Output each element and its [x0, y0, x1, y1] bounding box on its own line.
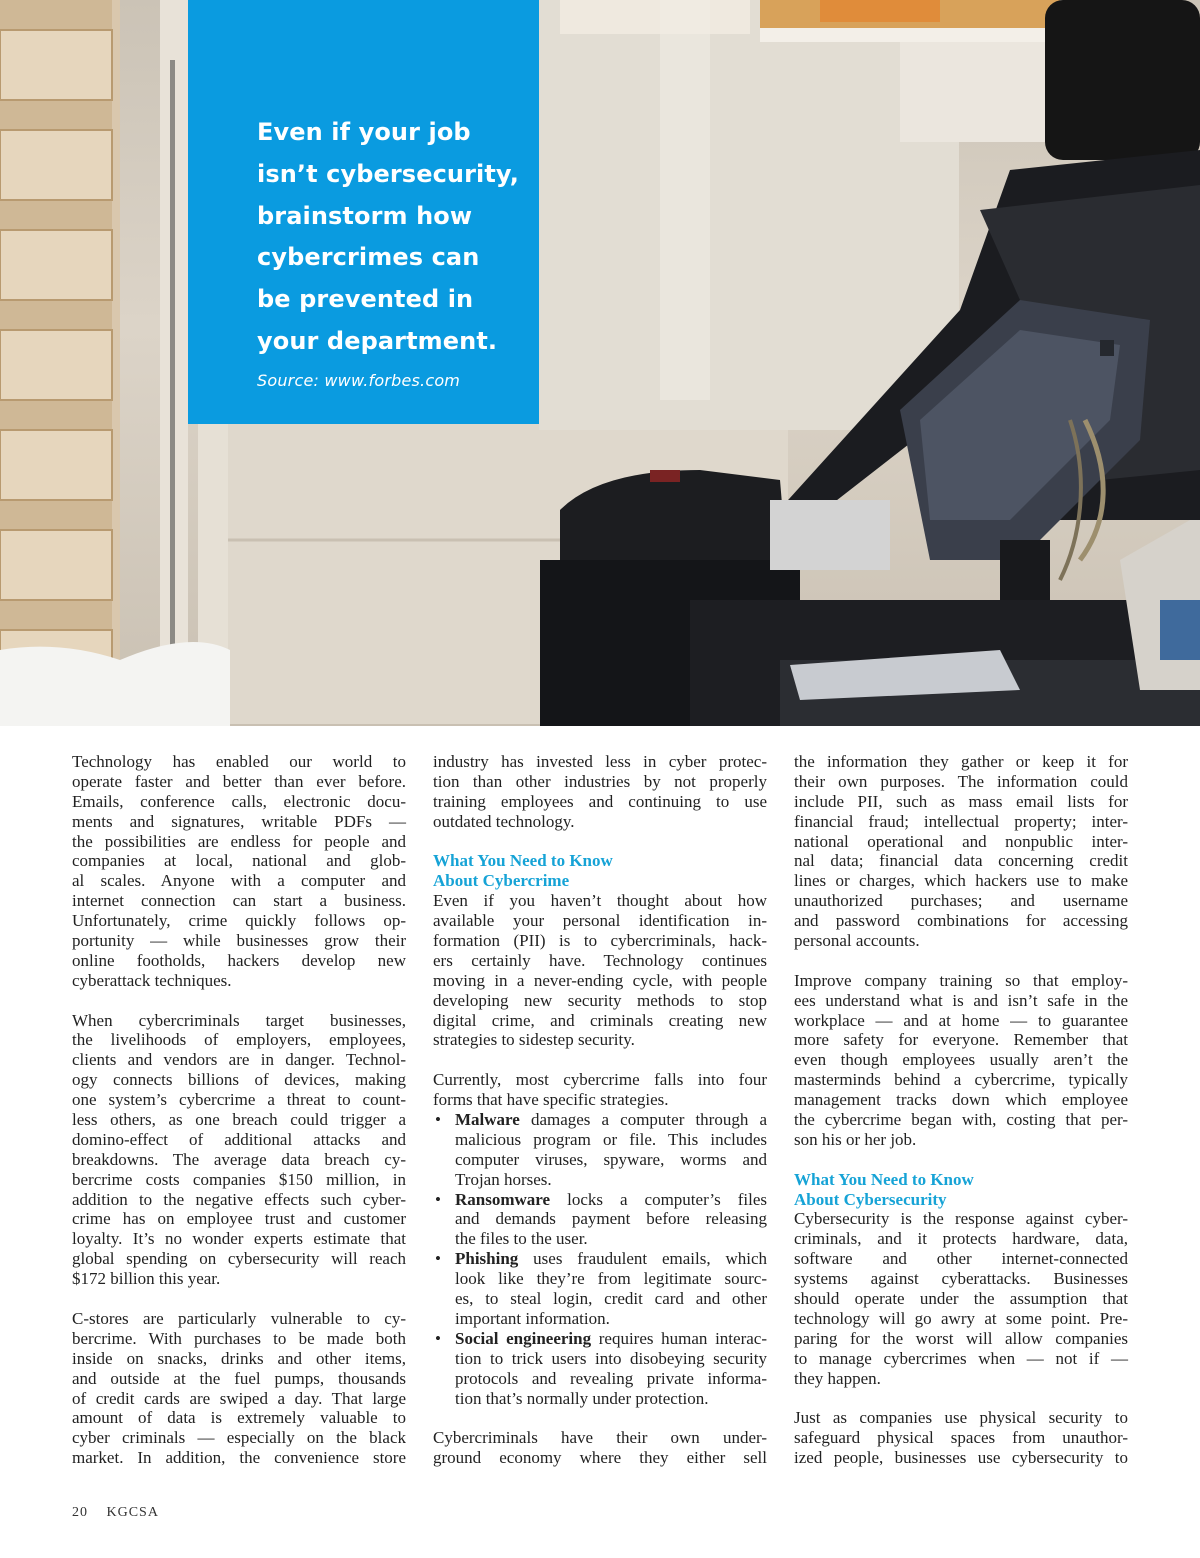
bullet-term: Social engineering: [455, 1328, 592, 1348]
bullet-text-line: malicious program or file. This includes: [455, 1129, 767, 1149]
body-text-line: nal data; financial data concerning credit: [794, 851, 1128, 871]
photo-illustration: [0, 0, 1200, 726]
article-column-2: [433, 752, 767, 1468]
body-text-line: clients and vendors are in danger. Technol-: [72, 1050, 406, 1070]
bullet-term: Phishing: [455, 1249, 519, 1269]
body-text-line: developing new security methods to stop: [433, 990, 767, 1010]
bullet-text-line: Trojan horses.: [455, 1169, 552, 1189]
body-text-line: inside on snacks, drinks and other items,: [72, 1348, 406, 1368]
bullet-icon: •: [435, 1189, 441, 1209]
body-text-line: they happen.: [794, 1368, 881, 1388]
body-text-line: more safety for everyone. Remember that: [794, 1030, 1128, 1050]
page-number: 20: [72, 1505, 88, 1520]
paragraph-gap: [433, 1050, 767, 1070]
bullet-item: [433, 1249, 767, 1329]
paragraph-gap: [794, 1150, 1128, 1170]
body-text-line: operate faster and better than ever before.: [72, 771, 406, 791]
bullet-item: [433, 1190, 767, 1250]
body-text-line: breakdowns. The average data breach cy-: [72, 1149, 406, 1169]
bullet-text-line: and demands payment before releasing: [455, 1209, 767, 1229]
paragraph-gap: [794, 951, 1128, 971]
pull-quote-text: [257, 112, 527, 363]
body-text-line: amount of data is extremely valuable to: [72, 1408, 406, 1428]
bullet-text-line: es, to steal login, credit card and other: [455, 1289, 767, 1309]
body-text-line: the information they gather or keep it for: [794, 752, 1128, 771]
body-text-line: Just as companies use physical security to: [794, 1408, 1128, 1428]
paragraph-gap: [72, 1289, 406, 1309]
body-text-line: technology will go awry at some point. Pre-: [794, 1308, 1128, 1328]
body-text-line: ees understand what is and isn’t safe in the: [794, 990, 1128, 1010]
body-text-line: ground economy where they either sell: [433, 1448, 767, 1468]
bullet-text-line: tion that’s normally under protection.: [455, 1388, 709, 1408]
body-text-line: masterminds behind a cybercrime, typically: [794, 1070, 1128, 1090]
body-text-line: national operational and nonpublic inter-: [794, 831, 1128, 851]
bullet-text-line: important information.: [455, 1308, 610, 1328]
bullet-text-line: look like they’re from legitimate sourc-: [455, 1269, 767, 1289]
body-text-line: systems against cyberattacks. Businesses: [794, 1269, 1128, 1289]
body-text-line: the possibilities are endless for people and: [72, 831, 406, 851]
bullet-term: Malware: [455, 1110, 520, 1130]
bullet-text-line: tion to trick users into disobeying security: [455, 1348, 767, 1368]
body-text-line: outdated technology.: [433, 811, 575, 831]
body-text-line: companies at local, national and glob-: [72, 851, 406, 871]
body-text-line: personal accounts.: [794, 931, 920, 951]
body-text-line: should operate under the assumption that: [794, 1289, 1128, 1309]
pull-quote-source: Source: www.forbes.com: [257, 371, 461, 390]
bullet-text-line: [455, 1329, 767, 1349]
publication-name: KGCSA: [106, 1505, 159, 1520]
body-text-line: ers certainly have. Technology continues: [433, 950, 767, 970]
pull-quote-line: be prevented in: [257, 285, 474, 314]
bullet-text-line: [455, 1249, 767, 1269]
body-text-line: formation (PII) is to cybercriminals, hack-: [433, 931, 767, 951]
body-text-line: workplace — and at home — to guarantee: [794, 1010, 1128, 1030]
body-text-line: to manage cybercrimes when — not if —: [794, 1348, 1128, 1368]
body-text-line: online footholds, hackers develop new: [72, 950, 406, 970]
section-subhead: About Cybercrime: [433, 871, 570, 891]
body-text-line: industry has invested less in cyber protec-: [433, 752, 767, 771]
pull-quote-line: brainstorm how: [257, 201, 473, 230]
body-text-line: $172 billion this year.: [72, 1269, 221, 1289]
bullet-text-line: the files to the user.: [455, 1229, 588, 1249]
body-text-line: forms that have specific strategies.: [433, 1090, 669, 1110]
body-text-line: less others, as one breach could trigger a: [72, 1110, 406, 1130]
pull-quote-line: cybercrimes can: [257, 243, 480, 272]
body-text-line: Cybersecurity is the response against cyber-: [794, 1209, 1128, 1229]
body-text-line: C-stores are particularly vulnerable to cy-: [72, 1308, 406, 1328]
bullet-description: locks a computer’s files: [550, 1189, 767, 1209]
bullet-description: uses fraudulent emails, which: [518, 1249, 767, 1269]
bullet-text-line: [455, 1110, 767, 1130]
pull-quote-line: Even if your job: [257, 118, 471, 146]
body-text-line: global spending on cybersecurity will reach: [72, 1249, 406, 1269]
paragraph-gap: [794, 1389, 1128, 1409]
body-text-line: and outside at the fuel pumps, thousands: [72, 1368, 406, 1388]
body-text-line: moving in a never-ending cycle, with people: [433, 970, 767, 990]
body-text-line: unauthorized purchases; and username: [794, 891, 1128, 911]
pull-quote-box: [188, 0, 539, 424]
body-text-line: Even if you haven’t thought about how: [433, 891, 767, 911]
bullet-text-line: protocols and revealing private informa-: [455, 1368, 767, 1388]
body-text-line: crime has on employee trust and customer: [72, 1209, 406, 1229]
checkout-counter-photo: [0, 0, 1200, 726]
body-text-line: available your personal identification in-: [433, 911, 767, 931]
body-text-line: training employees and continuing to use: [433, 791, 767, 811]
body-text-line: tion than other industries by not properly: [433, 771, 767, 791]
body-text-line: cyberattack techniques.: [72, 970, 232, 990]
section-subhead: What You Need to Know: [794, 1169, 974, 1189]
section-subhead: About Cybersecurity: [794, 1189, 947, 1209]
body-text-line: ogy connects billions of devices, making: [72, 1070, 406, 1090]
body-text-line: loyalty. It’s no wonder experts estimate that: [72, 1229, 406, 1249]
body-text-line: Unfortunately, crime quickly follows op-: [72, 911, 406, 931]
body-text-line: Emails, conference calls, electronic docu-: [72, 791, 406, 811]
body-text-line: the livelihoods of employers, employees,: [72, 1030, 406, 1050]
body-text-line: al scales. Anyone with a computer and: [72, 871, 406, 891]
paragraph-gap: [72, 991, 406, 1011]
article-column-1: [72, 752, 406, 1468]
body-text-line: ized people, businesses use cybersecurity to: [794, 1448, 1128, 1468]
body-text-line: financial fraud; intellectual property; inter-: [794, 811, 1128, 831]
bullet-text-line: [455, 1190, 767, 1210]
bullet-term: Ransomware: [455, 1189, 551, 1209]
body-text-line: paring for the worst will allow companies: [794, 1328, 1128, 1348]
bullet-icon: •: [435, 1328, 441, 1348]
bullet-description: requires human interac-: [591, 1328, 767, 1348]
body-text-line: include PII, such as mass email lists for: [794, 791, 1128, 811]
body-text-line: Technology has enabled our world to: [72, 752, 406, 771]
body-text-line: addition to the negative effects such cyber-: [72, 1189, 406, 1209]
body-text-line: Improve company training so that employ-: [794, 970, 1128, 990]
body-text-line: son his or her job.: [794, 1129, 917, 1149]
body-text-line: domino-effect of additional attacks and: [72, 1129, 406, 1149]
body-text-line: software and other internet-connected: [794, 1249, 1128, 1269]
body-text-line: cyber criminals — especially on the black: [72, 1428, 406, 1448]
body-text-line: bercrime. With purchases to be made both: [72, 1328, 406, 1348]
body-text-line: market. In addition, the convenience store: [72, 1448, 406, 1468]
pull-quote-line: your department.: [257, 326, 498, 355]
paragraph-gap: [433, 832, 767, 852]
bullet-item: [433, 1329, 767, 1409]
body-text-line: of credit cards are swiped a day. That large: [72, 1388, 406, 1408]
body-text-line: strategies to sidestep security.: [433, 1030, 635, 1050]
bullet-icon: •: [435, 1249, 441, 1269]
body-text-line: When cybercriminals target businesses,: [72, 1010, 406, 1030]
body-text-line: the cybercrime began with, costing that per-: [794, 1110, 1128, 1130]
bullet-description: damages a computer through a: [519, 1110, 767, 1130]
paragraph-gap: [433, 1408, 767, 1428]
body-text-line: management tracks down which employee: [794, 1090, 1128, 1110]
body-text-line: safeguard physical spaces from unauthor-: [794, 1428, 1128, 1448]
body-text-line: and password combinations for accessing: [794, 911, 1128, 931]
body-text-line: Currently, most cybercrime falls into four: [433, 1070, 767, 1090]
body-text-line: even though employees usually aren’t the: [794, 1050, 1128, 1070]
body-text-line: ments and signatures, writable PDFs —: [72, 811, 406, 831]
body-text-line: Cybercriminals have their own under-: [433, 1428, 767, 1448]
body-text-line: criminals, and it protects hardware, data,: [794, 1229, 1128, 1249]
body-text-line: lines or charges, which hackers use to make: [794, 871, 1128, 891]
page-footer: [72, 1505, 159, 1521]
body-text-line: portunity — while businesses grow their: [72, 931, 406, 951]
pull-quote-line: isn’t cybersecurity,: [257, 159, 520, 188]
body-text-line: one system’s cybercrime a threat to count-: [72, 1090, 406, 1110]
bullet-text-line: computer viruses, spyware, worms and: [455, 1149, 767, 1169]
section-subhead: What You Need to Know: [433, 851, 613, 871]
body-text-line: internet connection can start a business.: [72, 891, 406, 911]
article-column-3: [794, 752, 1128, 1468]
bullet-item: [433, 1110, 767, 1190]
body-text-line: their own purposes. The information could: [794, 771, 1128, 791]
bullet-icon: •: [435, 1110, 441, 1130]
body-text-line: digital crime, and criminals creating new: [433, 1010, 767, 1030]
body-text-line: bercrime costs companies $150 million, in: [72, 1169, 406, 1189]
